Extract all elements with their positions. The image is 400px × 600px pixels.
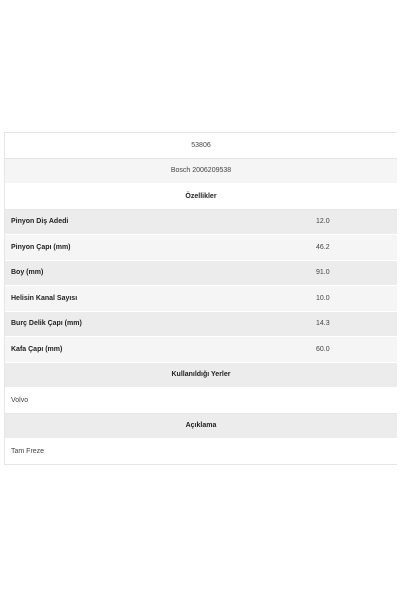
table-row [5,210,397,236]
spec-label: Pinyon Diş Adedi [11,218,69,226]
spec-table [4,132,397,465]
product-reference: Bosch 2006209538 [170,167,232,175]
description-heading-row [5,414,397,440]
spec-value: 91.0 [316,269,330,277]
spec-value: 46.2 [316,243,330,251]
product-code: 53806 [191,141,211,149]
spec-label: Kafa Çapı (mm) [11,345,63,353]
spec-value: 14.3 [316,320,330,328]
product-reference-row [5,159,397,185]
table-row [5,235,397,261]
table-row [5,261,397,287]
table-row [5,286,397,312]
spec-label: Pinyon Çapı (mm) [11,243,71,251]
features-heading: Özellikler [185,192,217,200]
spec-value: 12.0 [316,218,330,226]
spec-label: Boy (mm) [11,269,44,277]
spec-value: 60.0 [316,345,330,353]
features-heading-row [5,184,397,210]
description-heading: Açıklama [185,422,217,430]
spec-value: 10.0 [316,294,330,302]
spec-label: Burç Delik Çapı (mm) [11,320,82,328]
usage-value-row [5,388,397,414]
spec-label: Helisin Kanal Sayısı [11,294,78,302]
description-value: Tam Freze [11,447,45,455]
usage-heading-row [5,363,397,389]
table-row [5,312,397,338]
usage-value: Volvo [11,396,29,404]
description-value-row [5,439,397,465]
usage-heading: Kullanıldığı Yerler [171,371,231,379]
product-code-row [5,133,397,159]
table-row [5,337,397,363]
